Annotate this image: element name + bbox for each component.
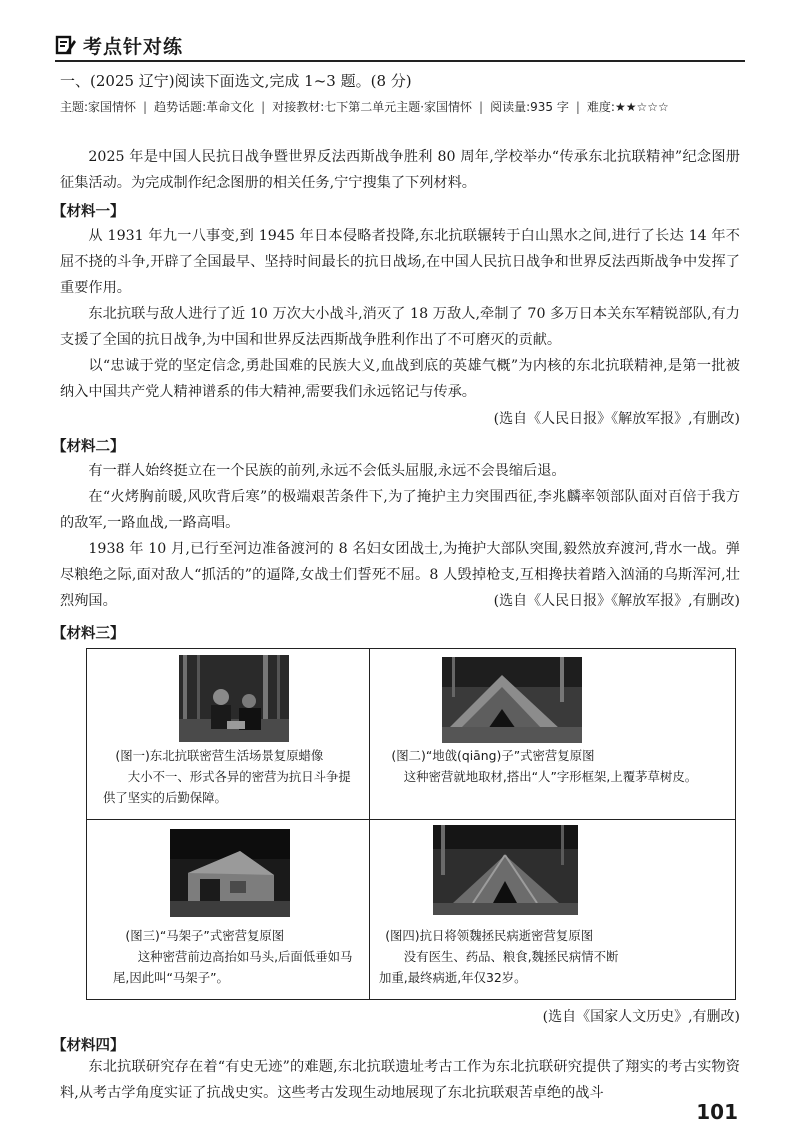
- material1-p3: 以“忠诚于党的坚定信念,勇赴国难的民族大义,血战到底的英雄气概”为内核的东北抗联精神,是第一批被纳入中国共产党人精神谱系的伟大精神,需要我们永远铭记与传承。: [60, 358, 740, 400]
- material2-source: (选自《人民日报》《解放军报》,有删改): [486, 590, 740, 610]
- grid-divider-vertical: [369, 649, 370, 999]
- meta-textbook: 对接教材:七下第二单元主题·家国情怀: [272, 100, 473, 114]
- material2-p3: 1938 年 10 月,已行至河边准备渡河的 8 名妇女团战士,为掩护大部队突围,毅然放弃渡河,背水一战。弹尽粮绝之际,面对敌人“抓活的”的逼降,女战士们誓死不屈。8 人毁掉枪支,互相搀扶着踏入汹涌的乌斯浑河,壮烈殉国。: [60, 541, 740, 609]
- figure1-caption: (图一)东北抗联密营生活场景复原蜡像: [115, 748, 324, 763]
- page-number: 101: [696, 1100, 738, 1124]
- figure1-text: [103, 745, 363, 808]
- material4-label: 【材料四】: [52, 1038, 125, 1054]
- material1-source: (选自《人民日报》《解放军报》,有删改): [493, 411, 740, 427]
- material4-p1: 东北抗联研究存在着“有史无迹”的难题,东北抗联遗址考古工作为东北抗联研究提供了翔实的考古实物资料,从考古学角度实证了抗战史实。这些考古发现生动地展现了东北抗联艰苦卓绝的战斗: [60, 1059, 740, 1101]
- material3-label: 【材料三】: [52, 626, 125, 642]
- material3-source: (选自《国家人文历史》,有删改): [542, 1009, 740, 1025]
- grid-divider-horizontal: [87, 819, 735, 820]
- meta-difficulty-label: 难度:: [586, 100, 615, 114]
- figure4-desc: 没有医生、药品、粮食,魏拯民病情不断加重,最终病逝,年仅32岁。: [379, 949, 619, 985]
- meta-trend: 趋势话题:革命文化: [154, 100, 255, 114]
- material2-p2: 在“火烤胸前暖,风吹背后寒”的极端艰苦条件下,为了掩护主力突围西征,李兆麟率领部队面对百倍于我方的敌军,一路血战,一路高唱。: [60, 489, 740, 531]
- figure3-desc: 这种密营前边高抬如马头,后面低垂如马尾,因此叫“马架子”。: [113, 949, 353, 985]
- pen-notebook-icon: [55, 34, 77, 56]
- material2-label: 【材料二】: [52, 439, 125, 455]
- figure2-desc: 这种密营就地取材,搭出“人”字形框架,上覆茅草树皮。: [403, 769, 698, 784]
- figure2-photo: [442, 657, 582, 743]
- intro-paragraph: 2025 年是中国人民抗日战争暨世界反法西斯战争胜利 80 周年,学校举办“传承东北抗联精神”纪念图册征集活动。为完成制作纪念图册的相关任务,宁宁搜集了下列材料。: [60, 149, 740, 191]
- question-title: 一、(2025 辽宁)阅读下面选文,完成 1~3 题。(8 分): [60, 72, 412, 90]
- figure-grid: [86, 648, 736, 1000]
- header-rule: [55, 60, 745, 62]
- figure3-photo: [170, 829, 290, 917]
- figure4-photo: [433, 825, 578, 915]
- figure3-caption: (图三)“马架子”式密营复原图: [125, 928, 285, 943]
- figure1-desc: 大小不一、形式各异的密营为抗日斗争提供了坚实的后勤保障。: [103, 769, 351, 805]
- material1-p2: 东北抗联与敌人进行了近 10 万次大小战斗,消灭了 18 万敌人,牵制了 70 多万日本关东军精锐部队,有力支援了全国的抗日战争,为中国和世界反法西斯战争胜利作出了不可磨灭的贡献。: [60, 306, 740, 348]
- section-header: [55, 32, 745, 58]
- figure4-caption: (图四)抗日将领魏拯民病逝密营复原图: [385, 928, 594, 943]
- material2-p1: 有一群人始终挺立在一个民族的前列,永远不会低头屈服,永远不会畏缩后退。: [88, 463, 566, 479]
- meta-reading: 阅读量:935 字: [490, 100, 569, 114]
- material1-label: 【材料一】: [52, 204, 125, 220]
- material4-text: [60, 1054, 740, 1106]
- figure4-text: [379, 925, 729, 988]
- meta-theme: 主题:家国情怀: [60, 100, 137, 114]
- meta-difficulty-stars: ★★☆☆☆: [614, 100, 669, 114]
- figure2-text: [379, 745, 729, 787]
- figure2-caption: (图二)“地戗(qiāng)子”式密营复原图: [391, 748, 595, 763]
- figure3-text: [113, 925, 363, 988]
- section-title: 考点针对练: [83, 35, 184, 58]
- material1-p1: 从 1931 年九一八事变,到 1945 年日本侵略者投降,东北抗联辗转于白山黑水之间,进行了长达 14 年不屈不挠的斗争,开辟了全国最早、坚持时间最长的抗日战场,在中国人民抗日战争和世界反法西斯战争中发挥了重要作用。: [60, 228, 740, 296]
- material1-text: [60, 223, 740, 405]
- question-meta: 主题:家国情怀 | 趋势话题:革命文化 | 对接教材:七下第二单元主题·家国情怀 | 阅读量:935 字 | 难度:★★☆☆☆: [60, 100, 669, 114]
- figure1-photo: [179, 655, 289, 742]
